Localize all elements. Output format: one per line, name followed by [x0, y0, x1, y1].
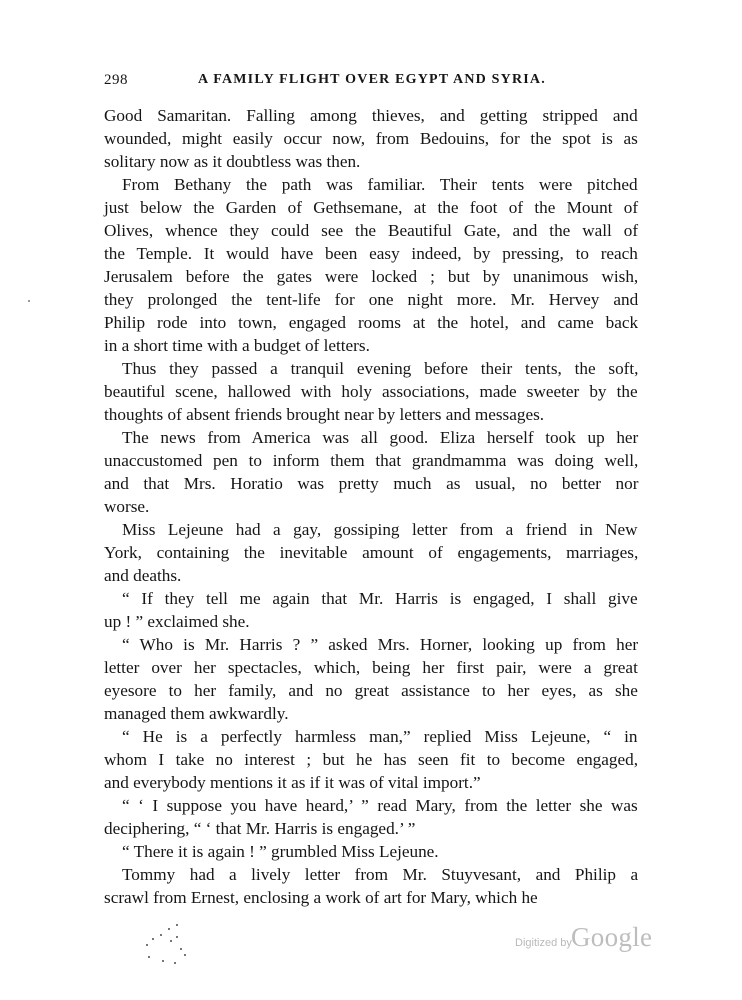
- text-line: Olives, whence they could see the Beautiful Gate, and the wall of: [104, 221, 639, 240]
- text-line: Jerusalem before the gates were locked ; but by unanimous wish,: [104, 267, 639, 286]
- text-line: worse.: [104, 497, 150, 516]
- text-line: the Temple. It would have been easy indeed, by pressing, to reach: [104, 244, 638, 263]
- text-line: “ He is a perfectly harmless man,” replied Miss Lejeune, “ in: [122, 727, 638, 746]
- body-text: [104, 104, 638, 909]
- paragraph: [104, 173, 638, 357]
- text-line: in a short time with a budget of letters.: [104, 336, 370, 355]
- paragraph: [104, 863, 638, 909]
- paragraph: [104, 587, 638, 633]
- text-line: The news from America was all good. Eliza herself took up her: [122, 428, 639, 447]
- text-line: letter over her spectacles, which, being her first pair, were a great: [104, 658, 638, 677]
- text-line: “ There it is again ! ” grumbled Miss Lejeune.: [122, 842, 439, 861]
- text-line: managed them awkwardly.: [104, 704, 289, 723]
- text-line: just below the Garden of Gethsemane, at the foot of the Mount of: [104, 198, 639, 217]
- page-header: [104, 72, 638, 98]
- text-line: solitary now as it doubtless was then.: [104, 152, 361, 171]
- text-line: “ If they tell me again that Mr. Harris is engaged, I shall give: [122, 589, 638, 608]
- text-line: beautiful scene, hallowed with holy associations, made sweeter by the: [104, 382, 638, 401]
- paragraph: [104, 794, 638, 840]
- text-line: Philip rode into town, engaged rooms at the hotel, and came back: [104, 313, 639, 332]
- text-line: deciphering, “ ‘ that Mr. Harris is engaged.’ ”: [104, 819, 416, 838]
- text-line: Tommy had a lively letter from Mr. Stuyvesant, and Philip a: [122, 865, 639, 884]
- stray-mark: [28, 300, 30, 302]
- paragraph: [104, 104, 638, 173]
- text-line: Thus they passed a tranquil evening before their tents, the soft,: [122, 359, 639, 378]
- text-line: Good Samaritan. Falling among thieves, and getting stripped and: [104, 106, 638, 125]
- paragraph: [104, 518, 638, 587]
- text-line: eyesore to her family, and no great assistance to her eyes, as she: [104, 681, 638, 700]
- text-line: thoughts of absent friends brought near by letters and messages.: [104, 405, 545, 424]
- text-line: whom I take no interest ; but he has seen fit to become engaged,: [104, 750, 639, 769]
- paragraph: [104, 357, 638, 426]
- text-line: “ Who is Mr. Harris ? ” asked Mrs. Horner, looking up from her: [122, 635, 639, 654]
- text-line: From Bethany the path was familiar. Their tents were pitched: [122, 175, 638, 194]
- text-line: unaccustomed pen to inform them that grandmamma was doing well,: [104, 451, 639, 470]
- paragraph: [104, 633, 638, 725]
- google-logo: Google: [571, 922, 653, 952]
- page-number: 298: [104, 72, 128, 88]
- paragraph: [104, 725, 638, 794]
- running-head: A FAMILY FLIGHT OVER EGYPT AND SYRIA.: [198, 72, 546, 87]
- text-line: Miss Lejeune had a gay, gossiping letter from a friend in New: [122, 520, 638, 539]
- text-line: and everybody mentions it as if it was of vital import.”: [104, 773, 481, 792]
- text-line: up ! ” exclaimed she.: [104, 612, 250, 631]
- paragraph: [104, 840, 638, 863]
- digitized-watermark: [515, 920, 665, 960]
- text-line: they prolonged the tent-life for one night more. Mr. Hervey and: [104, 290, 639, 309]
- watermark-prefix: Digitized by: [515, 937, 572, 949]
- text-line: and deaths.: [104, 566, 182, 585]
- paragraph: [104, 426, 638, 518]
- scan-marks: [140, 920, 200, 970]
- text-line: “ ‘ I suppose you have heard,’ ” read Mary, from the letter she was: [122, 796, 638, 815]
- text-line: scrawl from Ernest, enclosing a work of art for Mary, which he: [104, 888, 538, 907]
- text-line: and that Mrs. Horatio was pretty much as usual, no better nor: [104, 474, 639, 493]
- text-line: York, containing the inevitable amount of engagements, marriages,: [104, 543, 639, 562]
- text-line: wounded, might easily occur now, from Bedouins, for the spot is as: [104, 129, 638, 148]
